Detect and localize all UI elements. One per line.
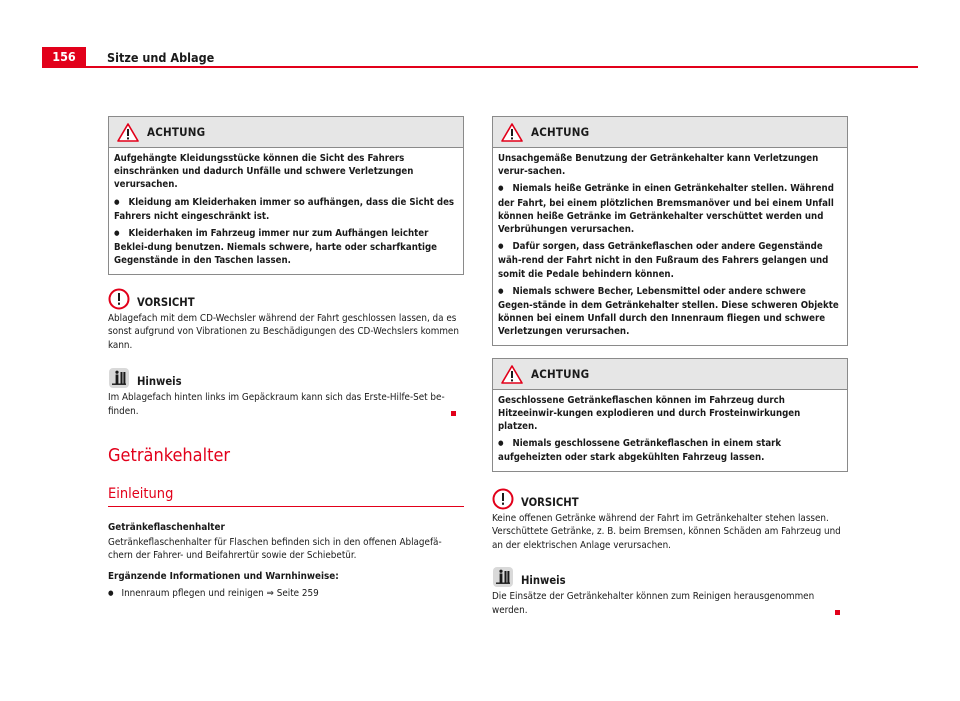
right-column <box>492 116 848 627</box>
warning-body <box>493 390 847 471</box>
warning-bullet: ● Kleidung am Kleiderhaken immer so aufhängen, dass die Sicht des Fahrers nicht eingeschränkt ist. <box>114 196 458 223</box>
info-bullet[interactable]: ● Innenraum pflegen und reinigen ⇒ Seite 259 <box>108 587 319 599</box>
info-icon <box>492 566 514 588</box>
note-title: Hinweis <box>521 574 566 588</box>
caution-text: Ablagefach mit dem CD-Wechsler während der Fahrt geschlossen lassen, da es sonst aufgrund von Vibrationen zu Beschädigungen des CD-Wechslers kommen kann. <box>108 312 459 351</box>
warning-body <box>109 148 463 274</box>
warning-bullet: ● Dafür sorgen, dass Getränkeflaschen oder andere Gegenstände wäh-rend der Fahrt nicht in den Fußraum des Fahrers gelangen und somit die Pedale behindern können. <box>498 240 842 281</box>
warning-title: ACHTUNG <box>531 366 590 381</box>
info-heading: Ergänzende Informationen und Warnhinweise: <box>108 570 339 582</box>
warning-box-closed-bottles <box>492 358 848 472</box>
info-icon <box>108 367 130 389</box>
warning-bullet: ● Kleiderhaken im Fahrzeug immer nur zum Aufhängen leichter Beklei-dung benutzen. Niemals schwere, harte oder scharfkantige Gegenstände in den Taschen lassen. <box>114 227 458 268</box>
warning-intro: Geschlossene Getränkeflaschen können im Fahrzeug durch Hitzeeinwir-kungen explodieren und durch Frosteinwirkungen platzen. <box>498 394 801 433</box>
warning-box-header <box>493 117 847 148</box>
left-column <box>108 116 464 601</box>
caution-notice-cd-changer <box>108 288 464 353</box>
warning-triangle-icon <box>501 123 523 142</box>
intro-text: Getränkeflaschenhalter für Flaschen befinden sich in den offenen Ablagefä-chern der Fahrer- und Beifahrertür sowie der Schiebetür. <box>108 536 442 562</box>
warning-bullet: ● Niemals geschlossene Getränkeflaschen in einem stark aufgeheizten oder stark abgekühlten Fahrzeug lassen. <box>498 437 842 464</box>
caution-title: VORSICHT <box>137 295 195 309</box>
header-rule <box>42 66 918 68</box>
section-end-marker <box>835 610 840 615</box>
caution-text: Keine offenen Getränke während der Fahrt im Getränkehalter stehen lassen. Verschüttete Getränke, z. B. beim Bremsen, können Schäden am Fahrzeug und an der elektrischen Anlage verursachen. <box>492 512 841 551</box>
note-title: Hinweis <box>137 375 182 389</box>
caution-exclamation-icon <box>492 488 514 510</box>
note-text: Im Ablagefach hinten links im Gepäckraum kann sich das Erste-Hilfe-Set be-finden. <box>108 391 464 418</box>
warning-triangle-icon <box>117 123 139 142</box>
section-title: Getränkehalter <box>108 444 231 466</box>
page-number: 156 <box>42 47 86 67</box>
section-end-marker <box>451 411 456 416</box>
warning-box-header <box>109 117 463 148</box>
subsection-title: Einleitung <box>108 485 174 502</box>
warning-box-coat-hooks <box>108 116 464 275</box>
chapter-title: Sitze und Ablage <box>107 50 215 65</box>
warning-bullet: ● Niemals schwere Becher, Lebensmittel oder andere schwere Gegen-stände in dem Getränkehalter stellen. Diese schweren Objekte können bei einem Unfall durch den Innenraum fliegen und schwere Verletzungen verursachen. <box>498 285 842 339</box>
subsection-rule <box>108 506 464 507</box>
note-removable-inserts <box>492 566 848 617</box>
warning-triangle-icon <box>501 365 523 384</box>
warning-box-hot-drinks <box>492 116 848 346</box>
warning-body <box>493 148 847 345</box>
caution-notice-open-drinks <box>492 488 848 553</box>
warning-bullet: ● Niemals heiße Getränke in einen Getränkehalter stellen. Während der Fahrt, bei einem plötzlichen Bremsmanöver und bei einem Unfall können heiße Getränke im Getränkehalter verschüttet werden und Verbrühungen verursachen. <box>498 182 842 236</box>
note-first-aid <box>108 367 464 418</box>
warning-title: ACHTUNG <box>147 125 206 139</box>
note-text: Die Einsätze der Getränkehalter können zum Reinigen herausgenommen werden. <box>492 590 848 617</box>
warning-intro: Aufgehängte Kleidungsstücke können die Sicht des Fahrers einschränken und dadurch Unfälle und schwere Verletzungen verursachen. <box>114 153 414 191</box>
warning-box-header <box>493 359 847 390</box>
caution-exclamation-icon <box>108 288 130 310</box>
intro-heading: Getränkeflaschenhalter <box>108 521 225 533</box>
warning-intro: Unsachgemäße Benutzung der Getränkehalter kann Verletzungen verur-sachen. <box>498 153 819 178</box>
warning-title: ACHTUNG <box>531 125 590 139</box>
caution-title: VORSICHT <box>521 495 579 509</box>
